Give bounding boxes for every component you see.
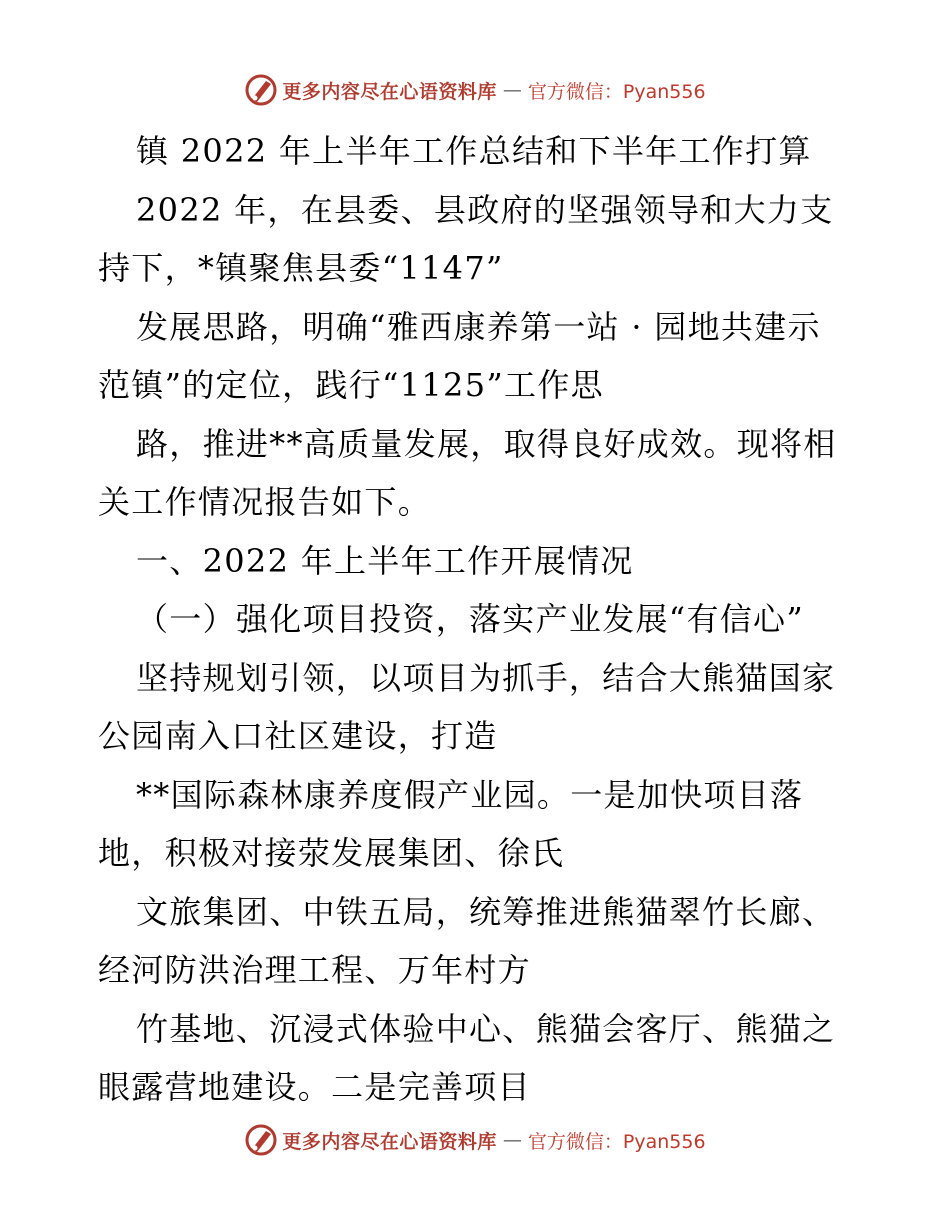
pen-logo-icon [244,73,278,107]
text-line: 公园南入口社区建设，打造 [98,717,498,755]
text-line: 2022 年，在县委、县政府的坚强领导和大力支 [136,190,834,229]
banner-title: 更多内容尽在心语资料库 [282,1130,497,1153]
header-banner [0,70,950,110]
document-body [98,122,858,1117]
text-line: 发展思路，明确“雅西康养第一站 · 园地共建示 [136,307,821,346]
banner-wechat: 官方微信：Pyan556 [527,80,706,103]
banner-separator: — [502,1129,522,1151]
text-line: 竹基地、沉浸式体验中心、熊猫会客厅、熊猫之 [136,1009,836,1048]
text-line: 范镇”的定位，践行“1125”工作思 [98,366,604,404]
text-line: 文旅集团、中铁五局，统筹推进熊猫翠竹长廊、 [136,892,836,931]
banner-wechat: 官方微信：Pyan556 [527,1130,706,1153]
banner-inner [244,73,705,107]
text-line: 经河防洪治理工程、万年村方 [98,951,531,989]
section-heading: 一、2022 年上半年工作开展情况 [136,541,634,580]
text-line: 地，积极对接荥发展集团、徐氏 [98,834,565,872]
text-line: 关工作情况报告如下。 [98,483,432,521]
text-line: 路，推进**高质量发展，取得良好成效。现将相 [136,424,837,463]
text-line: 持下，*镇聚焦县委“1147” [98,249,504,287]
pen-logo-icon [244,1123,278,1157]
banner-title: 更多内容尽在心语资料库 [282,80,497,103]
text-line: 眼露营地建设。二是完善项目 [98,1068,531,1106]
text-line: 坚持规划引领，以项目为抓手，结合大熊猫国家 [136,658,836,697]
document-title: 镇 2022 年上半年工作总结和下半年工作打算 [136,132,812,170]
text-line: **国际森林康养度假产业园。一是加快项目落 [136,775,804,814]
subsection-heading: （一）强化项目投资，落实产业发展“有信心” [136,600,805,638]
banner-separator: — [502,79,522,101]
footer-banner [0,1120,950,1160]
banner-inner [244,1123,705,1157]
